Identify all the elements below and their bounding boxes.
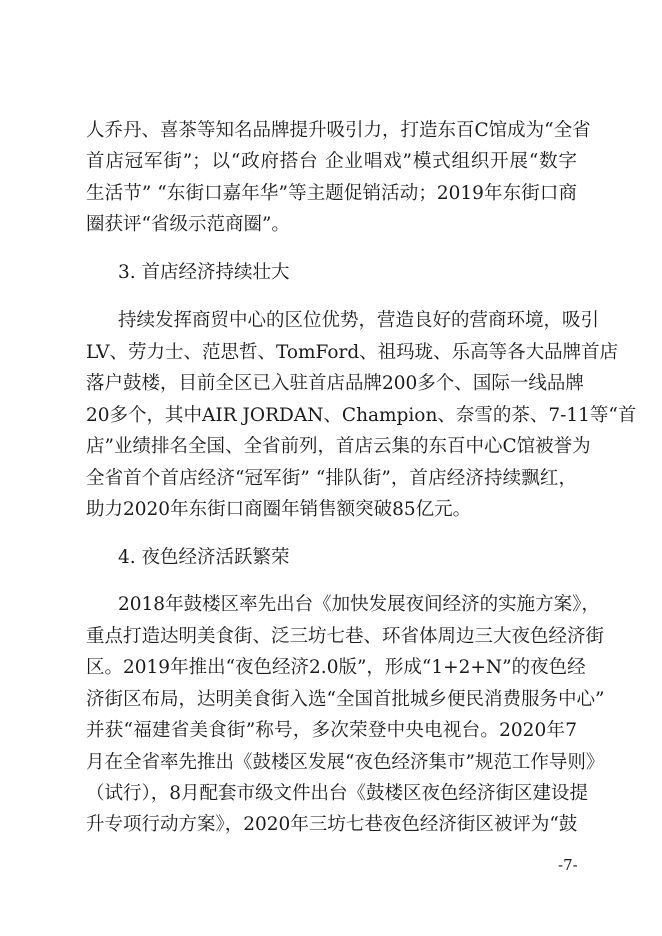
text-line: 助力2020年东街口商圈年销售额突破85亿元。 [86, 499, 472, 520]
page-number: -7- [558, 856, 578, 874]
text-line: 济街区布局，达明美食街入选“全国首批城乡便民消费服务中心” [86, 689, 605, 710]
section-heading: 3. 首店经济持续壮大 [118, 262, 290, 283]
text-line: 并获“福建省美食街”称号，多次荣登中央电视台。2020年7 [86, 720, 577, 741]
text-line: 20多个，其中AIR JORDAN、Champion、奈雪的茶、7-11等“首 [86, 405, 637, 426]
text-line: 全省首个首店经济“冠军街” “排队街”，首店经济持续飘红， [86, 468, 577, 489]
text-line: 月在全省率先推出《鼓楼区发展“夜色经济集市”规范工作导则》 [86, 752, 605, 773]
text-line: LV、劳力士、范思哲、TomFord、祖玛珑、乐高等各大品牌首店 [86, 342, 619, 363]
text-line: 升专项行动方案》，2020年三坊七巷夜色经济街区被评为“鼓 [86, 814, 578, 835]
text-line: 圈获评“省级示范商圈”。 [86, 214, 290, 235]
text-line: 持续发挥商贸中心的区位优势，营造良好的营商环境，吸引 [118, 310, 600, 331]
text-line: 2018年鼓楼区率先出台《加快发展夜间经济的实施方案》， [118, 594, 600, 615]
text-line: 人乔丹、喜茶等知名品牌提升吸引力，打造东百C馆成为“全省 [86, 120, 591, 141]
text-line: 重点打造达明美食街、泛三坊七巷、环省体周边三大夜色经济街 [86, 626, 605, 647]
text-line: 首店冠军街”；以“政府搭台 企业唱戏”模式组织开展“数字 [86, 151, 577, 172]
text-line: （试行），8月配套市级文件出台《鼓楼区夜色经济街区建设提 [86, 783, 589, 804]
text-line: 店”业绩排名全国、全省前列，首店云集的东百中心C馆被誉为 [86, 436, 591, 457]
text-line: 区。2019年推出“夜色经济2.0版”，形成“1+2+N”的夜色经 [86, 657, 586, 678]
section-heading: 4. 夜色经济活跃繁荣 [118, 547, 290, 568]
text-line: 生活节” “东街口嘉年华”等主题促销活动；2019年东街口商 [86, 183, 577, 204]
text-line: 落户鼓楼，目前全区已入驻首店品牌200多个、国际一线品牌 [86, 373, 584, 394]
